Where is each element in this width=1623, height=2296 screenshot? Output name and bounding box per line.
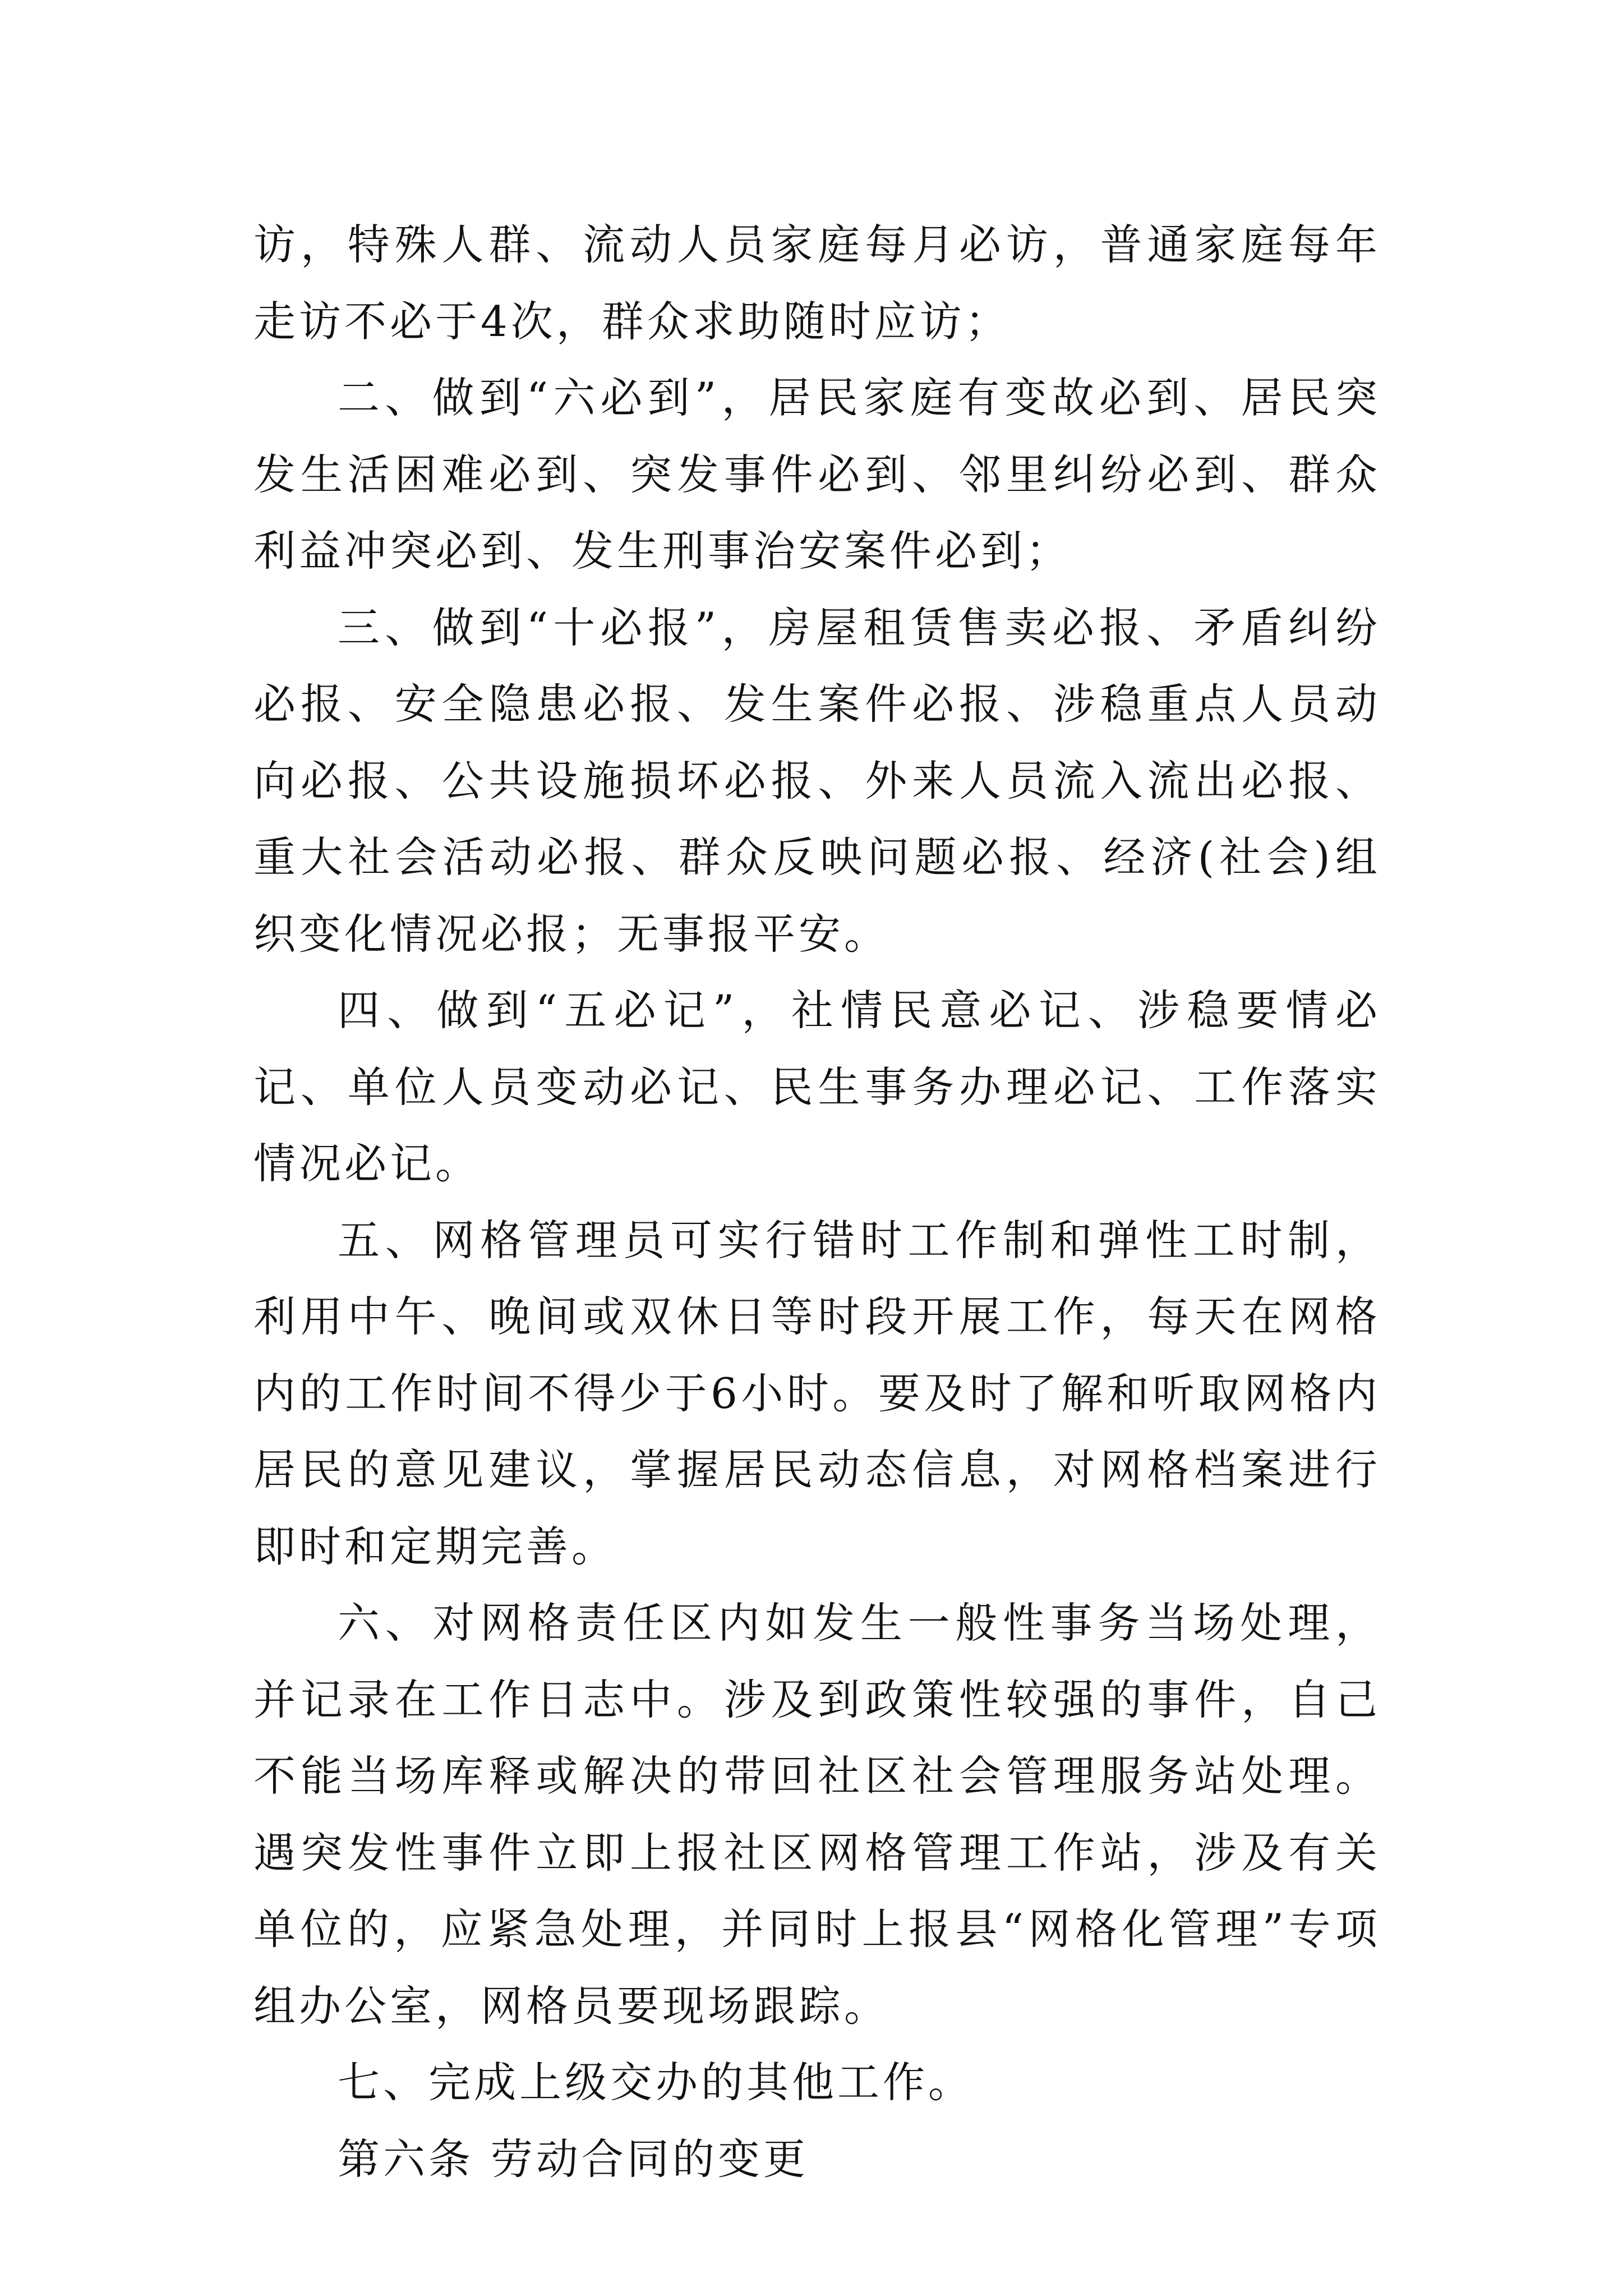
article-six-heading: 第六条 劳动合同的变更 [338,2134,809,2184]
paragraph-item-six: 六、对网格责任区内如发生一般性事务当场处理，并记录在工作日志中。涉及到政策性较强的事件，自己不能当场库释或解决的带回社区社会管理服务站处理。遇突发性事件立即上报社区网格管理工作站，涉及有关单位的，应紧急处理，并同时上报县“网格化管理”专项组办公室，网格员要现场跟踪。 [253,1598,1381,2031]
body-text [253,206,1381,2197]
paragraph-continuation: 访，特殊人群、流动人员家庭每月必访，普通家庭每年走访不必于4次，群众求助随时应访； [253,220,1381,346]
paragraph-item-five: 五、网格管理员可实行错时工作制和弹性工时制，利用中午、晚间或双休日等时段开展工作，每天在网格内的工作时间不得少于6小时。要及时了解和听取网格内居民的意见建议，掌握居民动态信息，对网格档案进行即时和定期完善。 [253,1215,1381,1571]
paragraph-item-three: 三、做到“十必报”，房屋租赁售卖必报、矛盾纠纷必报、安全隐患必报、发生案件必报、涉稳重点人员动向必报、公共设施损坏必报、外来人员流入流出必报、重大社会活动必报、群众反映问题必报、经济(社会)组织变化情况必报；无事报平安。 [253,602,1381,959]
paragraph-item-four: 四、做到“五必记”，社情民意必记、涉稳要情必记、单位人员变动必记、民生事务办理必记、工作落实情况必记。 [253,986,1381,1188]
paragraph-item-seven: 七、完成上级交办的其他工作。 [338,2058,974,2107]
paragraph-item-two: 二、做到“六必到”，居民家庭有变故必到、居民突发生活困难必到、突发事件必到、邻里纠纷必到、群众利益冲突必到、发生刑事治安案件必到； [253,373,1381,576]
